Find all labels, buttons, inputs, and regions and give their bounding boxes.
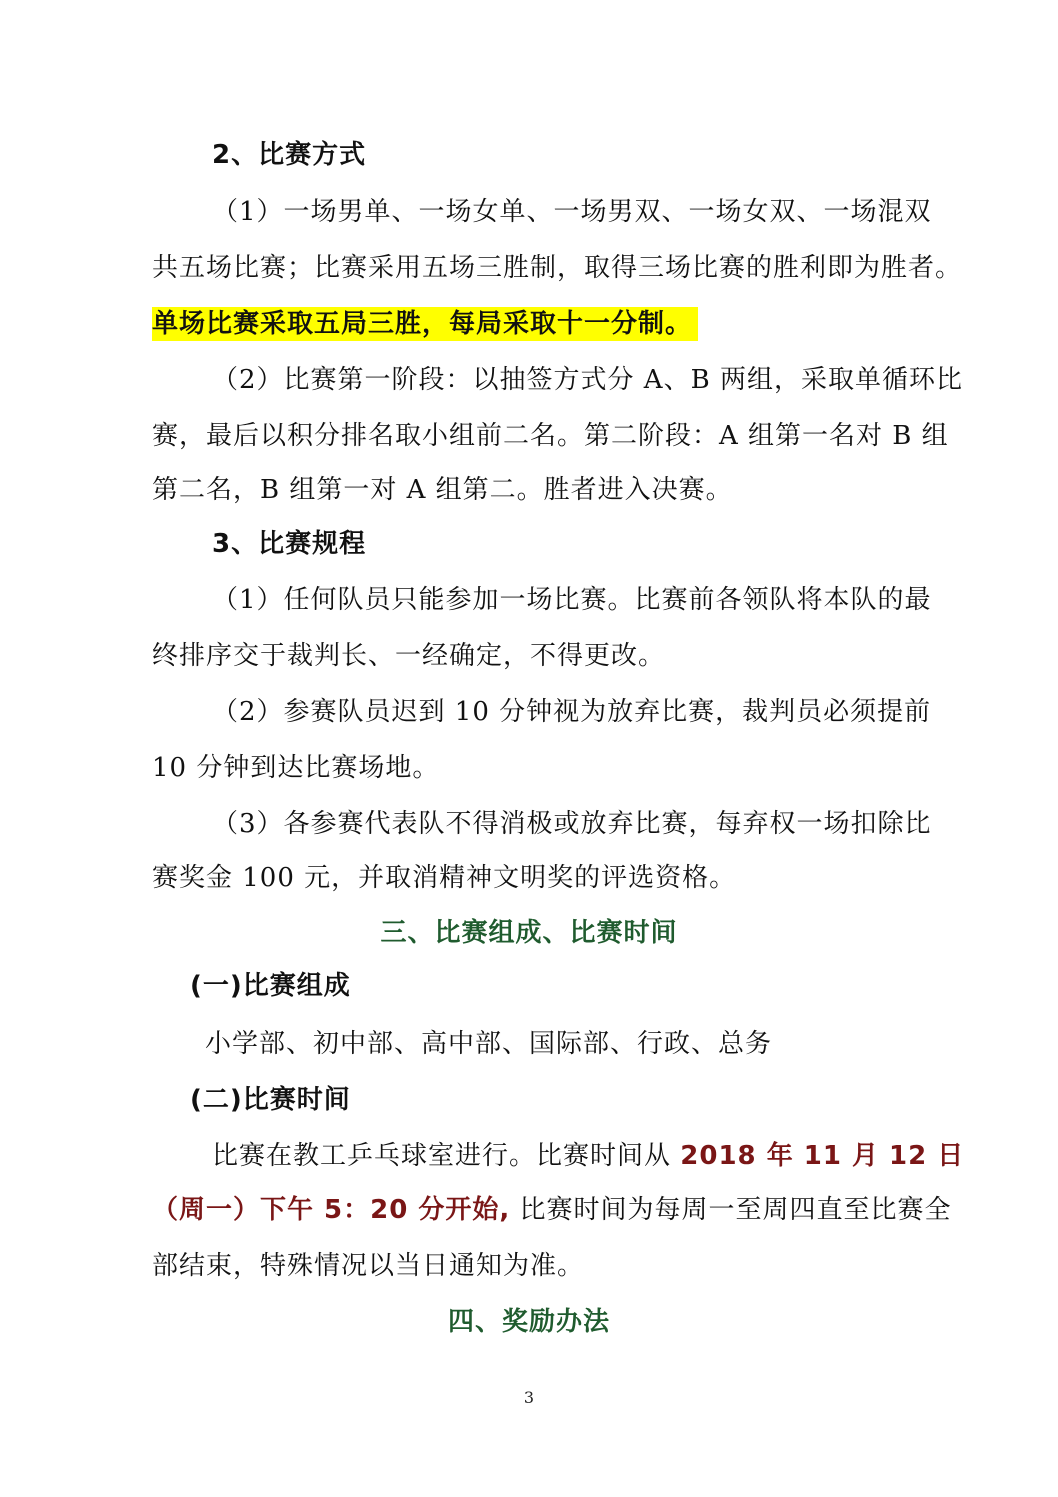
subsection-1-title: (一)比赛组成 bbox=[190, 971, 351, 1001]
paragraph-line: （3）各参赛代表队不得消极或放弃比赛，每弃权一场扣除比 bbox=[212, 809, 932, 839]
section-3-title: 3、比赛规程 bbox=[212, 529, 367, 559]
highlight-text: 单场比赛采取五局三胜，每局采取十一分制。 bbox=[152, 307, 698, 341]
paragraph-line: （1）任何队员只能参加一场比赛。比赛前各领队将本队的最 bbox=[212, 585, 932, 615]
paragraph-line: 赛，最后以积分排名取小组前二名。第二阶段：A 组第一名对 B 组 bbox=[152, 421, 949, 451]
paragraph-line: 第二名，B 组第一对 A 组第二。胜者进入决赛。 bbox=[152, 475, 733, 505]
paragraph-line: （1）一场男单、一场女单、一场男双、一场女双、一场混双 bbox=[212, 197, 932, 227]
time-emphasis: （周一）下午 5：20 分开始, bbox=[152, 1195, 511, 1225]
section-2-title: 2、比赛方式 bbox=[212, 140, 367, 170]
page-number: 3 bbox=[523, 1388, 535, 1407]
paragraph-text: 比赛在教工乒乓球室进行。比赛时间从 bbox=[212, 1141, 672, 1171]
subsection-2-title: (二)比赛时间 bbox=[190, 1085, 351, 1115]
paragraph-line: 终排序交于裁判长、一经确定，不得更改。 bbox=[152, 641, 666, 671]
paragraph-line: （2）参赛队员迟到 10 分钟视为放弃比赛，裁判员必须提前 bbox=[212, 697, 932, 727]
paragraph-line: 赛奖金 100 元，并取消精神文明奖的评选资格。 bbox=[152, 863, 737, 893]
chapter-3-heading: 三、比赛组成、比赛时间 bbox=[380, 918, 678, 948]
paragraph-line: （2）比赛第一阶段：以抽签方式分 A、B 两组，采取单循环比 bbox=[212, 365, 963, 395]
paragraph-text: 比赛时间为每周一至周四直至比赛全 bbox=[519, 1195, 952, 1225]
paragraph-line: 10 分钟到达比赛场地。 bbox=[152, 753, 440, 783]
paragraph-line: 共五场比赛；比赛采用五场三胜制，取得三场比赛的胜利即为胜者。 bbox=[152, 253, 963, 283]
paragraph-line bbox=[152, 1190, 952, 1230]
date-emphasis: 2018 年 11 月 12 日 bbox=[680, 1141, 965, 1171]
chapter-4-heading: 四、奖励办法 bbox=[447, 1307, 610, 1337]
highlighted-line bbox=[152, 304, 698, 344]
paragraph-line: 部结束，特殊情况以当日通知为准。 bbox=[152, 1251, 585, 1281]
paragraph-line: 小学部、初中部、高中部、国际部、行政、总务 bbox=[205, 1029, 773, 1059]
paragraph-line bbox=[212, 1136, 964, 1176]
